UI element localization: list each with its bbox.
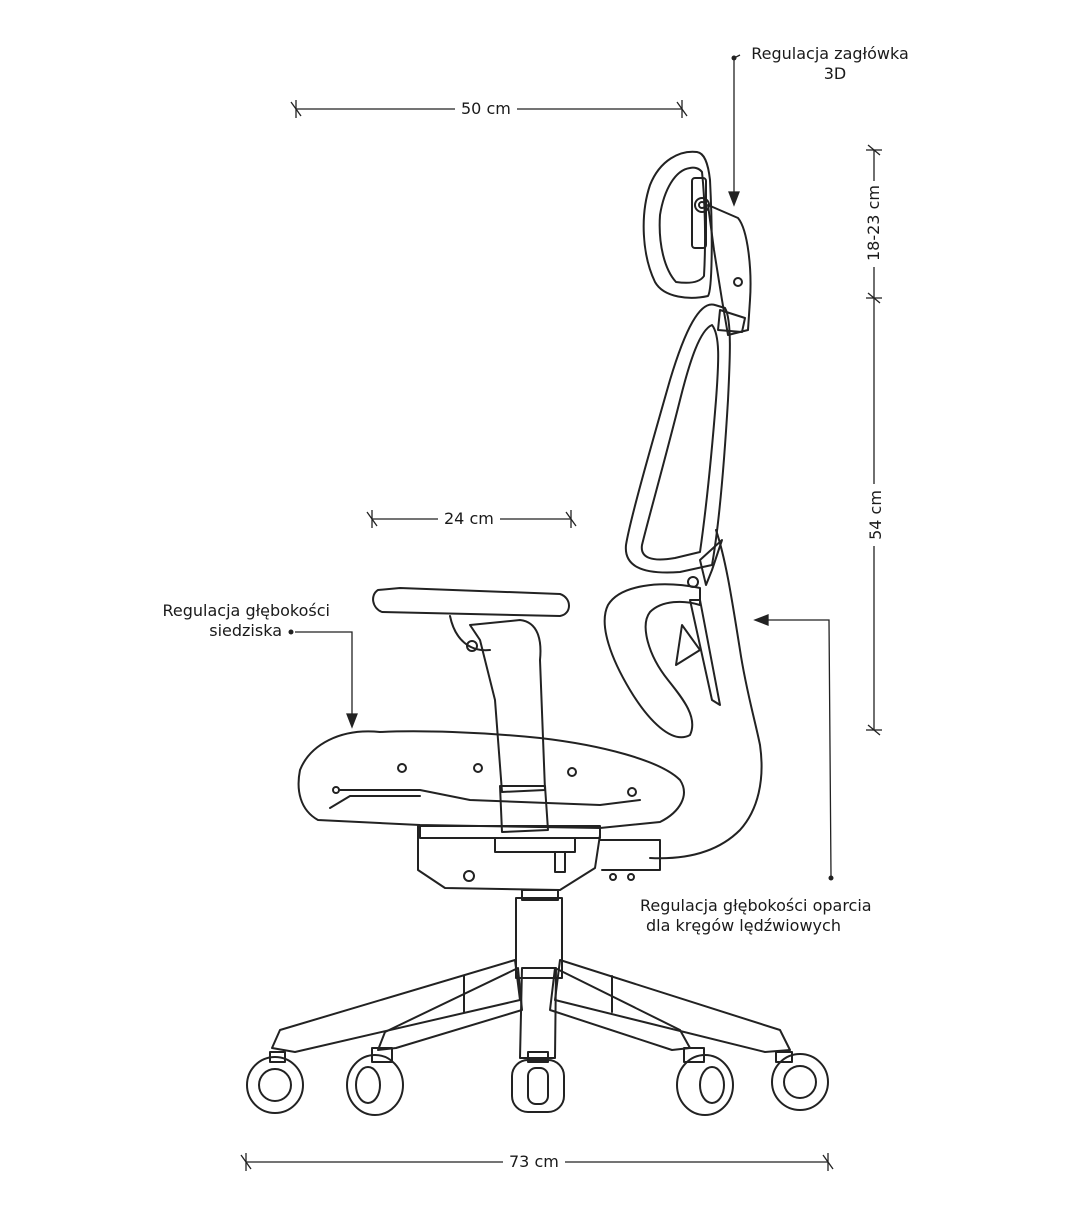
leader-dot-headrest xyxy=(732,56,737,61)
chair-base xyxy=(272,960,790,1058)
leader-seat-depth xyxy=(295,632,357,727)
seat-depth-label-line1: Regulacja głębokości xyxy=(162,601,330,620)
dimension-73cm: 73 cm xyxy=(503,1152,565,1172)
caster-left-outer xyxy=(247,1052,303,1113)
lumbar-label-line1: Regulacja głębokości oparcia xyxy=(640,896,872,915)
seat-mechanism xyxy=(418,826,660,890)
leader-dot-lumbar xyxy=(829,876,834,881)
backrest xyxy=(626,304,762,858)
caster-center xyxy=(512,1052,564,1112)
dimension-18-23cm: 18-23 cm xyxy=(864,181,884,267)
headrest-bracket xyxy=(708,205,751,335)
headrest-label-line2: 3D xyxy=(823,64,847,83)
lumbar-label-line2: dla kręgów lędźwiowych xyxy=(646,916,841,935)
gas-cylinder xyxy=(516,890,562,978)
caster-left-inner xyxy=(347,1048,403,1115)
lumbar-support xyxy=(605,584,720,737)
leader-lumbar xyxy=(755,615,831,876)
dimension-50cm: 50 cm xyxy=(455,99,517,119)
seat-depth-label xyxy=(140,601,330,641)
caster-right-outer xyxy=(772,1052,828,1110)
leader-headrest xyxy=(729,55,740,205)
lumbar-label xyxy=(640,896,900,936)
headrest xyxy=(644,152,712,298)
seat-depth-label-line2: siedziska xyxy=(209,621,282,640)
headrest-label xyxy=(744,44,916,84)
dimension-54cm: 54 cm xyxy=(866,484,886,546)
dimension-24cm: 24 cm xyxy=(438,509,500,529)
seat xyxy=(299,731,684,828)
headrest-label-line1: Regulacja zagłówka xyxy=(751,44,909,63)
caster-right-inner xyxy=(677,1048,733,1115)
